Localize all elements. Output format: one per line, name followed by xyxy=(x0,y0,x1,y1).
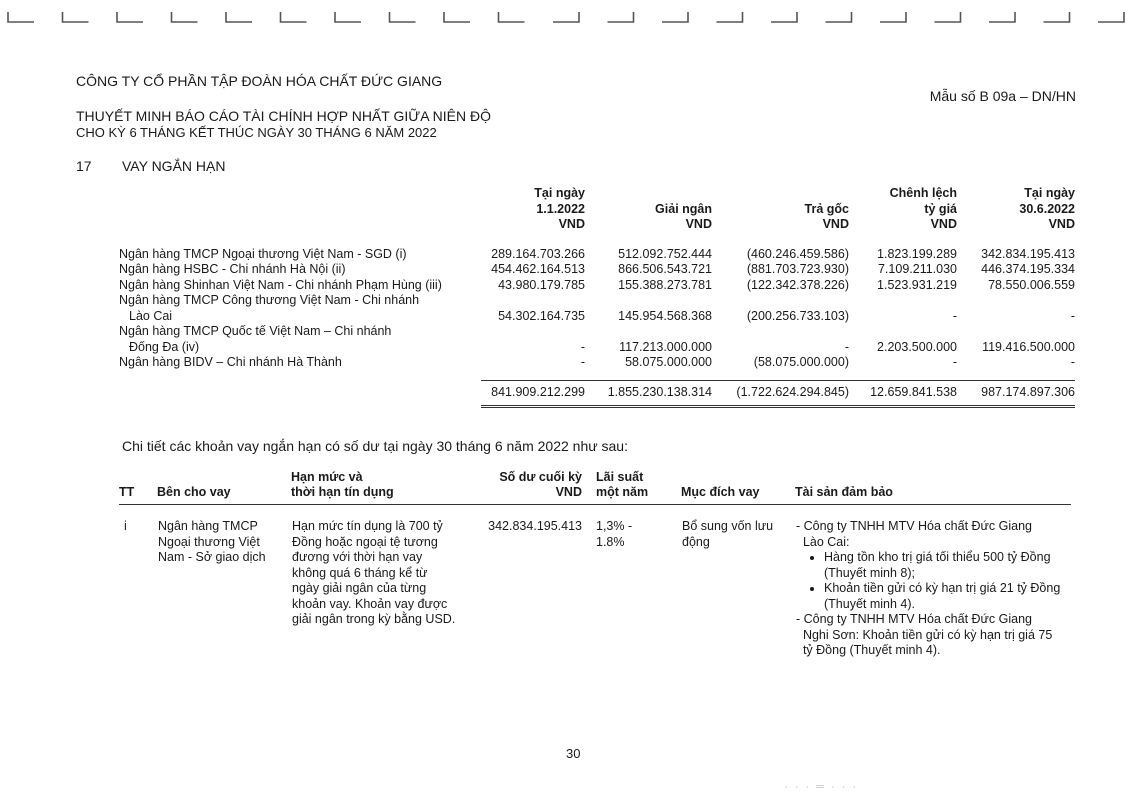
col-header-repaid: Trả gốc VND xyxy=(804,201,849,231)
col-header-balance: Số dư cuối kỳ VND xyxy=(481,470,594,505)
binder-hook xyxy=(662,12,688,22)
report-title-line2: CHO KỲ 6 THÁNG KẾT THÚC NGÀY 30 THÁNG 6 NĂM 2022 xyxy=(76,125,437,140)
collateral-b: - Công ty TNHH MTV Hóa chất Đức Giang xyxy=(796,612,1032,626)
section-title: VAY NGẮN HẠN xyxy=(122,158,226,174)
binder-hook xyxy=(499,12,525,22)
report-title-line1: THUYẾT MINH BÁO CÁO TÀI CHÍNH HỢP NHẤT GIỮA NIÊN ĐỘ xyxy=(76,108,491,124)
form-code: Mẫu số B 09a – DN/HN xyxy=(929,88,1076,104)
col-header-limit: Hạn mức và thời hạn tín dụng xyxy=(291,470,481,505)
short-term-loans-table xyxy=(119,186,1075,408)
table-row: i Ngân hàng TMCP Ngoại thương Việt Nam - Sở giao dịch Hạn mức tín dụng là 700 tỷ Đồng hoặc ngoại tệ tương đương với thời hạn vay không quá 6 tháng kể từ ngày giải ngân của từng khoản vay. Khoản vay được giải ngân trong kỳ bằng USD. 342.834.195.413 1,3% - 1.8% Bổ sung vốn lưu động - Công ty TNHH MTV Hóa chất Đức Giang Lào Cai: • Hàng tồn kho trị giá tối thiểu 500 tỷ Đồng (Thuyết minh 8); • Khoản tiền gửi có kỳ hạn trị giá 21 tỷ Đồng (Thuyết minh 4). - Công ty TNHH MTV Hóa chất Đức Giang Nghi Sơn: Khoản tiền gửi có kỳ hạn trị giá 75 tỷ Đồng (Thuyết minh 4). xyxy=(119,505,1071,660)
loans-header-row xyxy=(119,186,1075,237)
col-header-lender: Bên cho vay xyxy=(157,470,291,505)
binder-hook xyxy=(390,12,416,22)
binder-hook xyxy=(63,12,89,22)
binder-marks xyxy=(0,8,1132,28)
table-row: Ngân hàng HSBC - Chi nhánh Hà Nội (ii) 454.462.164.513 866.506.543.721 (881.703.723.930) 7.109.211.030 446.374.195.334 xyxy=(119,262,1075,276)
binder-hook xyxy=(8,12,34,22)
total-fx: 12.659.841.538 xyxy=(849,381,957,407)
table-row: Ngân hàng Shinhan Việt Nam - Chi nhánh Phạm Hùng (iii) 43.980.179.785 155.388.273.781 (122.342.378.226) 1.523.931.219 78.550.006.559 xyxy=(119,277,1075,292)
total-row xyxy=(119,381,1075,407)
col-header-tt: TT xyxy=(119,470,157,505)
total-closing: 987.174.897.306 xyxy=(957,381,1075,407)
binder-hook xyxy=(826,12,852,22)
col-header-purpose: Mục đích vay xyxy=(681,470,795,505)
page-number: 30 xyxy=(566,746,581,761)
loan-detail-table xyxy=(119,470,1071,660)
table-row: Ngân hàng TMCP Quốc tế Việt Nam – Chi nhánh Đống Đa (iv) - 117.213.000.000 - 2.203.500.000 119.416.500.000 xyxy=(119,324,1075,354)
binder-hook xyxy=(771,12,797,22)
table-row: Ngân hàng TMCP Công thương Việt Nam - Chi nhánh Lào Cai 54.302.164.735 145.954.568.368 (200.256.733.103) - - xyxy=(119,293,1075,323)
binder-hook xyxy=(880,12,906,22)
binder-hook xyxy=(935,12,961,22)
binder-hook xyxy=(444,12,470,22)
binder-hook xyxy=(608,12,634,22)
section-number: 17 xyxy=(76,158,92,174)
col-header-closing: Tại ngày 30.6.2022 VND xyxy=(1019,186,1075,231)
scan-stamp: · · · ═ · · · xyxy=(784,781,859,793)
binder-hook xyxy=(1098,12,1124,22)
col-header-rate: Lãi suất một năm xyxy=(594,470,681,505)
detail-header-row xyxy=(119,470,1071,505)
binder-hook xyxy=(717,12,743,22)
table-row: Ngân hàng BIDV – Chi nhánh Hà Thành - 58.075.000.000 (58.075.000.000) - - xyxy=(119,355,1075,369)
binder-hook xyxy=(281,12,307,22)
col-header-fx: Chênh lệch tỷ giá VND xyxy=(889,186,957,231)
detail-intro: Chi tiết các khoản vay ngắn hạn có số dư tại ngày 30 tháng 6 năm 2022 như sau: xyxy=(122,438,628,454)
binder-hook xyxy=(117,12,143,22)
company-name: CÔNG TY CỔ PHẦN TẬP ĐOÀN HÓA CHẤT ĐỨC GIANG xyxy=(76,73,443,89)
col-header-disbursed: Giải ngân VND xyxy=(655,201,712,231)
total-disbursed: 1.855.230.138.314 xyxy=(585,381,712,407)
binder-hook xyxy=(989,12,1015,22)
total-repaid: (1.722.624.294.845) xyxy=(712,381,849,407)
collateral-a: - Công ty TNHH MTV Hóa chất Đức Giang xyxy=(796,519,1032,533)
collateral-bullets xyxy=(808,550,1070,612)
binder-hook xyxy=(553,12,579,22)
binder-hook xyxy=(1044,12,1070,22)
binder-hook xyxy=(335,12,361,22)
col-header-collateral: Tài sản đảm bảo xyxy=(795,470,1071,505)
col-header-opening: Tại ngày 1.1.2022 VND xyxy=(534,186,585,231)
binder-hook xyxy=(172,12,198,22)
list-item: • Khoản tiền gửi có kỳ hạn trị giá 21 tỷ Đồng (Thuyết minh 4). xyxy=(824,581,1070,612)
binder-hook xyxy=(226,12,252,22)
list-item: • Hàng tồn kho trị giá tối thiểu 500 tỷ Đồng (Thuyết minh 8); xyxy=(824,550,1070,581)
table-row: Ngân hàng TMCP Ngoại thương Việt Nam - SGD (i) 289.164.703.266 512.092.752.444 (460.246.459.586) 1.823.199.289 342.834.195.413 xyxy=(119,246,1075,261)
total-opening: 841.909.212.299 xyxy=(481,381,585,407)
